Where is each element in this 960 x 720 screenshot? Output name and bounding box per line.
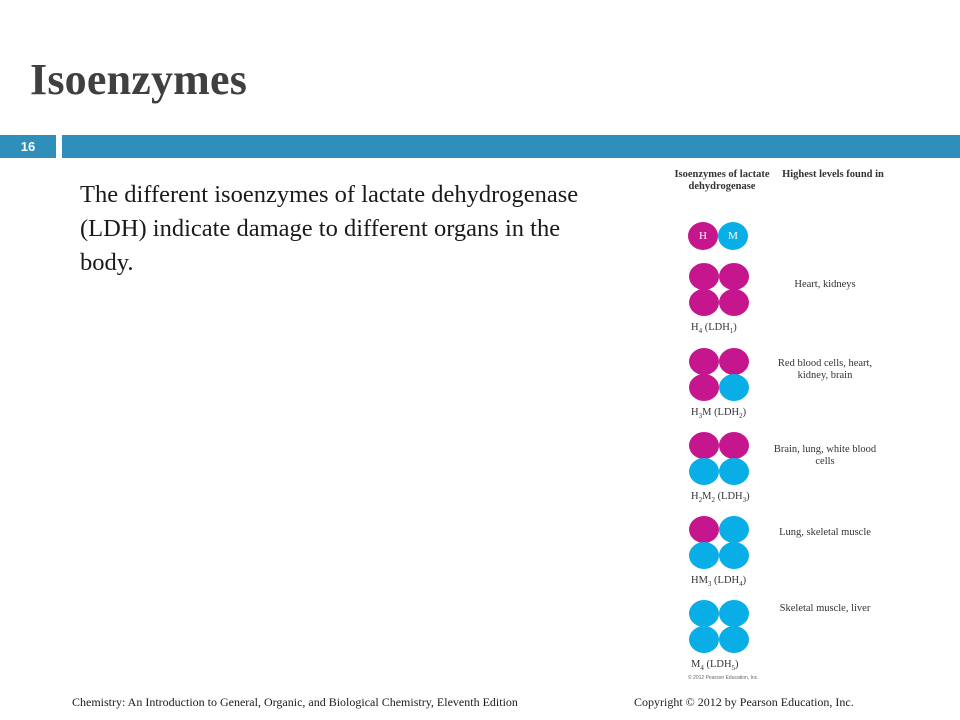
m-subunit	[689, 542, 719, 569]
m-subunit-legend: M	[718, 222, 748, 250]
figure-copyright: © 2012 Pearson Education, Inc.	[688, 675, 759, 681]
h-subunit	[689, 432, 719, 459]
organ-location: Red blood cells, heart, kidney, brain	[777, 358, 873, 381]
header-bar	[62, 135, 960, 158]
slide-title: Isoenzymes	[30, 55, 248, 104]
isoenzyme-formula: $H_3M$ $(LDH_2)$	[691, 407, 747, 421]
h-subunit-legend: H	[688, 222, 718, 250]
organ-location: Heart, kidneys	[794, 279, 856, 290]
organ-location: Brain, lung, white blood cells	[773, 444, 877, 467]
h-subunit	[689, 289, 719, 316]
m-subunit	[689, 458, 719, 485]
h-subunit	[719, 289, 749, 316]
slide-number: 16	[0, 135, 56, 158]
m-subunit	[689, 600, 719, 627]
footer-copyright: Copyright © 2012 by Pearson Education, Inc.	[634, 695, 854, 709]
m-subunit	[719, 626, 749, 653]
isoenzyme-formula: $H_2M_2$ $(LDH_3)$	[691, 491, 750, 505]
h-subunit	[719, 348, 749, 375]
isoenzyme-formula: $M_4$ $(LDH_5)$	[691, 659, 739, 673]
organ-location: Skeletal muscle, liver	[779, 603, 871, 614]
m-subunit	[719, 542, 749, 569]
isoenzyme-figure	[672, 166, 902, 686]
h-subunit	[719, 432, 749, 459]
h-subunit	[689, 374, 719, 401]
m-subunit	[719, 516, 749, 543]
organ-location: Lung, skeletal muscle	[779, 527, 871, 538]
body-text: The different isoenzymes of lactate dehydrogenase (LDH) indicate damage to different organs in the body.	[80, 181, 579, 276]
figure-header-isoenzymes: Isoenzymes of lactate dehydrogenase	[674, 169, 770, 192]
m-subunit	[719, 458, 749, 485]
h-subunit	[719, 263, 749, 290]
footer-book-title: Chemistry: An Introduction to General, Organic, and Biological Chemistry, Eleventh Edition	[72, 695, 518, 709]
h-subunit	[689, 263, 719, 290]
m-subunit	[689, 626, 719, 653]
isoenzyme-formula: $HM_3$ $(LDH_4)$	[691, 575, 747, 589]
h-subunit	[689, 516, 719, 543]
h-subunit	[689, 348, 719, 375]
m-subunit	[719, 600, 749, 627]
m-subunit	[719, 374, 749, 401]
isoenzyme-formula: $H_4$ $(LDH_1)$	[691, 322, 737, 336]
figure-header-highest-levels: Highest levels found in	[782, 169, 884, 180]
